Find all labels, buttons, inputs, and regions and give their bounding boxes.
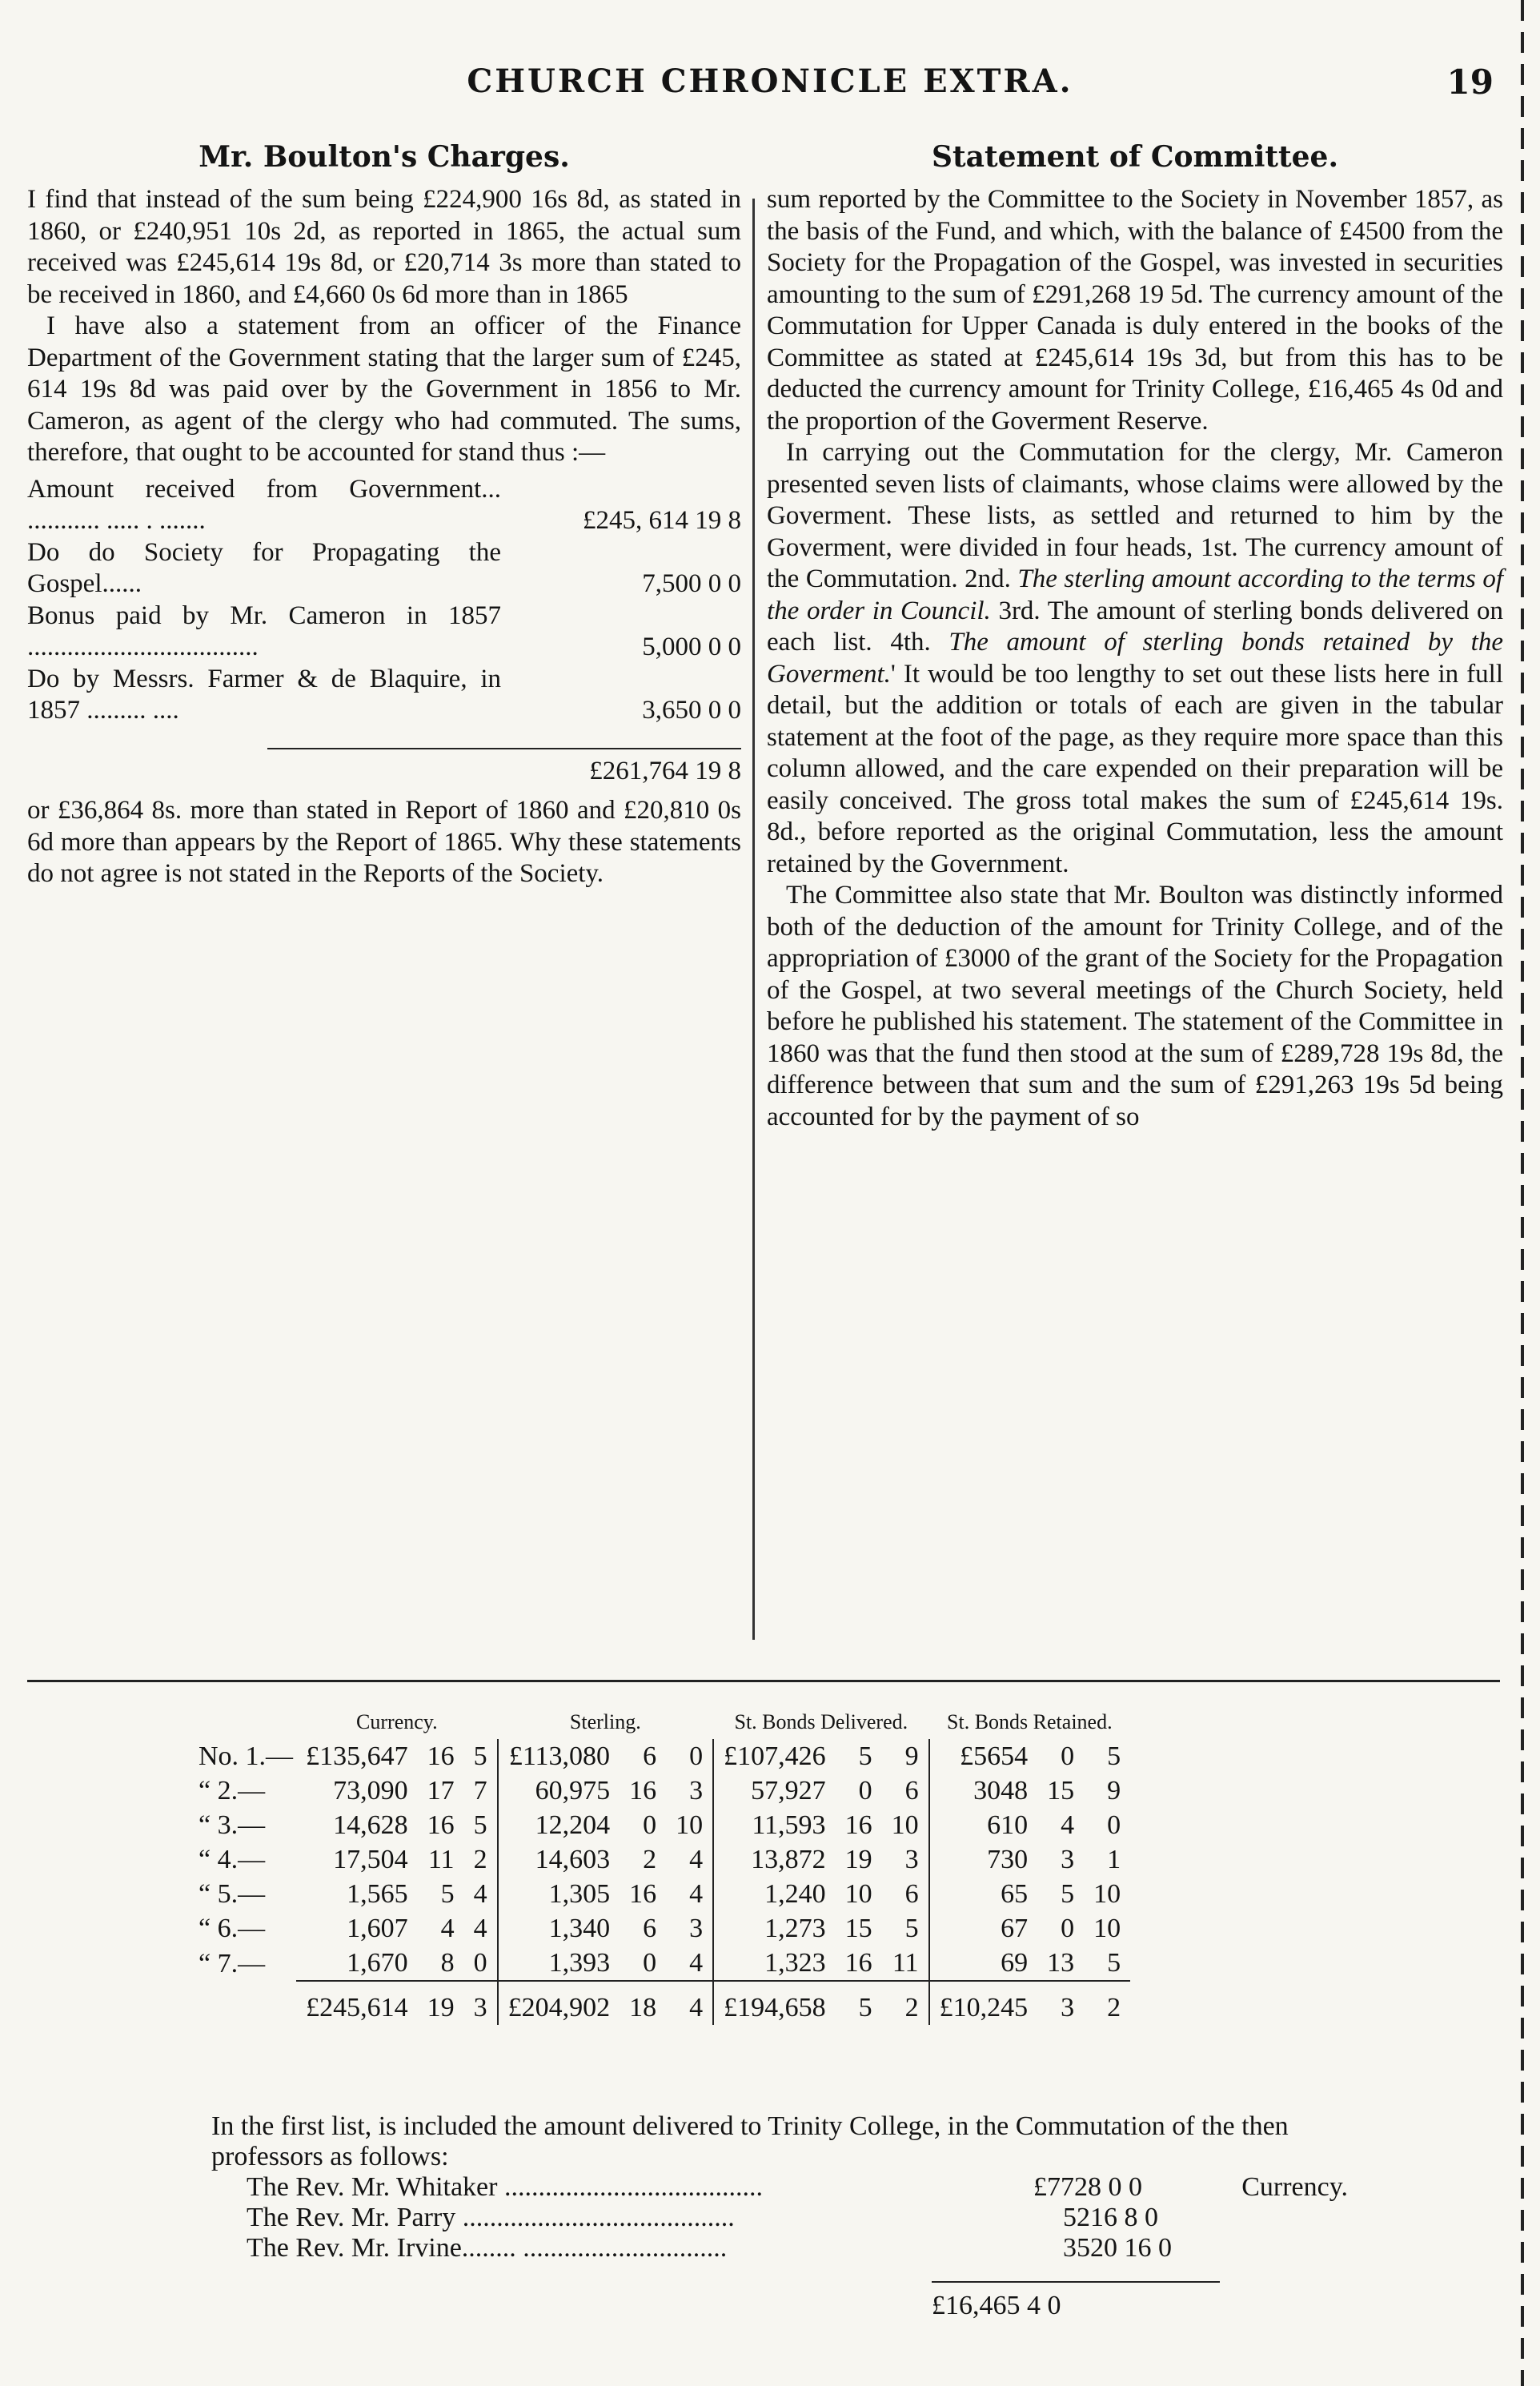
currency-cell: 11 — [427, 1845, 455, 1874]
bonds-delivered-cell: 15 — [844, 1914, 872, 1943]
table-header-row — [189, 1710, 1130, 1739]
bonds-delivered-cell: 11 — [882, 1946, 929, 1981]
bonds-retained-total-cell: 3 — [1037, 1981, 1084, 2025]
professor-amount: 5216 8 0 — [1063, 2203, 1158, 2232]
left-heading: Mr. Boulton's Charges. — [199, 140, 570, 174]
running-title: CHURCH CHRONICLE EXTRA. — [467, 62, 1073, 100]
right-paragraph-2-part-e: ' It would be too lengthy to set out these lists here in full detail, but the addition or totals of each are given in the tabular statement at the foot of the page, as they require more space than this column allowed, and the care expended on their preparation will be easily conceived. The gross total makes the sum of £245,614 19s. 8d., before reported as the original Commutation, less the amount retained by the Government. — [767, 659, 1503, 878]
currency-total-cell: £245,614 — [296, 1981, 418, 2025]
professor-amount: 3520 16 0 — [1063, 2233, 1172, 2263]
currency-cell: 4 — [440, 1914, 455, 1943]
row-label: “ 3.— — [199, 1810, 266, 1840]
ledger-amount: 5,000 0 0 — [642, 633, 741, 661]
ledger-row — [27, 601, 741, 664]
bonds-delivered-cell: 1,240 — [764, 1879, 826, 1909]
sterling-cell: 4 — [666, 1946, 713, 1981]
sterling-cell: 1,340 — [548, 1914, 611, 1943]
right-paragraph-2-part-a: In carrying out the Commutation for the clergy, Mr. Cameron presented seven lists of claimants, whose claims were allowed by the Goverment. These lists, as settled and returned to him by the Goverment, were divided in four heads, 1st. The currency amount of the Commutation. 2nd. — [767, 438, 1503, 593]
sterling-cell: 0 — [643, 1810, 657, 1840]
right-paragraph-2-part-b: The sterling amount according to the terms of the order in Council. — [767, 564, 1503, 625]
sterling-total-cell: 18 — [620, 1981, 666, 2025]
header-bonds-retained: St. Bonds Retained. — [947, 1710, 1113, 1733]
sterling-cell: 0 — [643, 1948, 657, 1978]
ledger-amount: £245, 614 19 8 — [583, 506, 741, 535]
currency-cell: 0 — [464, 1946, 498, 1981]
bonds-delivered-cell: 13,872 — [751, 1845, 826, 1874]
sterling-cell: 6 — [643, 1741, 657, 1771]
right-paragraph-2-part-d: The amount of sterling bonds retained by the Goverment. — [767, 628, 1503, 689]
accounts-ledger — [27, 474, 741, 788]
sterling-cell: 3 — [666, 1911, 713, 1946]
row-label: “ 7.— — [199, 1948, 266, 1978]
ledger-row — [27, 474, 741, 537]
total-spacer — [189, 1981, 296, 2025]
row-label: “ 2.— — [199, 1776, 266, 1806]
currency-cell: 4 — [464, 1877, 498, 1911]
bonds-retained-cell: 67 — [1001, 1914, 1029, 1943]
currency-cell: 17,504 — [333, 1845, 408, 1874]
currency-cell: 5 — [440, 1879, 455, 1909]
sterling-cell: 1,393 — [548, 1948, 611, 1978]
table-row — [189, 1877, 1130, 1911]
note-intro: In the first list, is included the amount delivered to Trinity College, in the Commutation of the then professors as follows: — [211, 2111, 1289, 2171]
sterling-cell: 0 — [666, 1739, 713, 1773]
sterling-total-cell: £204,902 — [498, 1981, 620, 2025]
bonds-delivered-cell: 5 — [858, 1741, 872, 1771]
header-currency: Currency. — [356, 1710, 438, 1733]
professor-name: The Rev. Mr. Parry ........................................ — [247, 2203, 735, 2232]
row-label: “ 6.— — [199, 1914, 266, 1943]
table-body — [189, 1739, 1130, 2025]
bonds-retained-cell: 65 — [1001, 1879, 1029, 1909]
bonds-retained-cell: 5 — [1061, 1879, 1075, 1909]
bonds-retained-cell: 1 — [1107, 1845, 1121, 1874]
bonds-retained-cell: 10 — [1093, 1879, 1121, 1909]
bonds-delivered-total-cell: 2 — [882, 1981, 929, 2025]
ledger-amount: 3,650 0 0 — [642, 696, 741, 725]
left-paragraph-3: or £36,864 8s. more than stated in Report of 1860 and £20,810 0s 6d more than appears by the Report of 1865. Why these statements do not agree is not stated in the Reports of the Society. — [27, 796, 741, 888]
column-divider — [752, 199, 755, 1640]
commutation-table-grid — [189, 1710, 1130, 2025]
header-spacer — [189, 1710, 296, 1739]
row-label: “ 5.— — [199, 1879, 266, 1909]
bonds-delivered-cell: 6 — [882, 1877, 929, 1911]
left-paragraph-1: I find that instead of the sum being £224,900 16s 8d, as stated in 1860, or £240,951 10s 2d, as reported in 1865, the actual sum received was £245,614 19s 8d, or £20,714 3s more than stated to be received in 1860, and £4,660 0s 6d more than in 1865 — [27, 185, 741, 309]
currency-total-cell: 3 — [464, 1981, 498, 2025]
currency-cell: 7 — [464, 1773, 498, 1808]
bonds-retained-cell: 610 — [987, 1810, 1029, 1840]
row-label: No. 1.— — [199, 1741, 294, 1771]
table-total-row — [189, 1981, 1130, 2025]
ledger-label: Amount received from Government... ........... ..... . ....... — [27, 474, 501, 535]
bonds-delivered-cell: 57,927 — [751, 1776, 826, 1806]
sterling-cell: 10 — [666, 1808, 713, 1842]
currency-cell: £135,647 — [306, 1741, 408, 1771]
currency-cell: 14,628 — [333, 1810, 408, 1840]
sterling-cell: 2 — [643, 1845, 657, 1874]
bonds-retained-cell: £5654 — [960, 1741, 1029, 1771]
bonds-retained-cell: 9 — [1107, 1776, 1121, 1806]
professor-row — [247, 2172, 1348, 2203]
professor-name: The Rev. Mr. Whitaker ...................................... — [247, 2172, 763, 2202]
sterling-cell: 4 — [666, 1842, 713, 1877]
bonds-retained-total-cell: £10,245 — [929, 1981, 1038, 2025]
bonds-delivered-cell: 3 — [882, 1842, 929, 1877]
bonds-delivered-cell: £107,426 — [724, 1741, 826, 1771]
currency-cell: 1,565 — [347, 1879, 408, 1909]
bonds-retained-cell: 3 — [1061, 1845, 1075, 1874]
bonds-retained-cell: 730 — [987, 1845, 1029, 1874]
currency-cell: 4 — [464, 1911, 498, 1946]
bonds-retained-cell: 5 — [1107, 1741, 1121, 1771]
currency-cell: 73,090 — [333, 1776, 408, 1806]
bonds-retained-total-cell: 2 — [1084, 1981, 1130, 2025]
right-heading: Statement of Committee. — [932, 140, 1338, 174]
professor-row — [247, 2233, 1348, 2263]
table-row — [189, 1739, 1130, 1773]
currency-cell: 17 — [427, 1776, 455, 1806]
ledger-row — [27, 537, 741, 601]
bonds-delivered-cell: 11,593 — [752, 1810, 826, 1840]
bonds-retained-cell: 15 — [1047, 1776, 1075, 1806]
currency-cell: 2 — [464, 1842, 498, 1877]
ledger-total: £261,764 19 8 — [267, 748, 741, 788]
bonds-retained-cell: 0 — [1061, 1741, 1075, 1771]
bonds-delivered-cell: 10 — [882, 1808, 929, 1842]
bonds-delivered-cell: 9 — [882, 1739, 929, 1773]
sterling-cell: 14,603 — [535, 1845, 611, 1874]
table-row — [189, 1911, 1130, 1946]
sterling-cell: 16 — [629, 1776, 657, 1806]
bonds-delivered-total-cell: 5 — [836, 1981, 882, 2025]
bonds-retained-cell: 4 — [1061, 1810, 1075, 1840]
bonds-retained-cell: 69 — [1001, 1948, 1029, 1978]
currency-cell: 1,607 — [347, 1914, 408, 1943]
sterling-cell: 1,305 — [548, 1879, 611, 1909]
left-column — [27, 136, 741, 890]
bonds-delivered-cell: 16 — [844, 1810, 872, 1840]
bonds-delivered-cell: 16 — [844, 1948, 872, 1978]
bonds-retained-cell: 5 — [1107, 1948, 1121, 1978]
currency-cell: 1,670 — [347, 1948, 408, 1978]
sterling-cell: 4 — [666, 1877, 713, 1911]
bonds-delivered-cell: 5 — [882, 1911, 929, 1946]
header-sterling: Sterling. — [569, 1710, 641, 1733]
sterling-cell: 12,204 — [535, 1810, 611, 1840]
sterling-cell: 16 — [629, 1879, 657, 1909]
currency-cell: 16 — [427, 1741, 455, 1771]
currency-cell: 5 — [464, 1739, 498, 1773]
bonds-delivered-cell: 10 — [844, 1879, 872, 1909]
sterling-total-cell: 4 — [666, 1981, 713, 2025]
sterling-cell: £113,080 — [508, 1741, 611, 1771]
bonds-delivered-cell: 1,323 — [764, 1948, 826, 1978]
bonds-retained-cell: 0 — [1061, 1914, 1075, 1943]
currency-cell: 5 — [464, 1808, 498, 1842]
bonds-retained-cell: 10 — [1093, 1914, 1121, 1943]
currency-total-cell: 19 — [418, 1981, 464, 2025]
commutation-table — [189, 1710, 1350, 2025]
bonds-delivered-cell: 0 — [858, 1776, 872, 1806]
table-row — [189, 1808, 1130, 1842]
table-row — [189, 1773, 1130, 1808]
bonds-delivered-cell: 1,273 — [764, 1914, 826, 1943]
page-number: 19 — [1446, 62, 1494, 102]
right-paragraph-2 — [767, 437, 1503, 880]
bonds-delivered-cell: 19 — [844, 1845, 872, 1874]
table-row — [189, 1842, 1130, 1877]
right-column — [767, 136, 1503, 1133]
header-bonds-delivered: St. Bonds Delivered. — [734, 1710, 908, 1733]
professor-name: The Rev. Mr. Irvine........ .............................. — [247, 2233, 728, 2263]
currency-cell: 16 — [427, 1810, 455, 1840]
professor-amount: £7728 0 0 — [1033, 2172, 1142, 2202]
row-label: “ 4.— — [199, 1845, 266, 1874]
bonds-delivered-total-cell: £194,658 — [713, 1981, 836, 2025]
ledger-label: Do by Messrs. Farmer & de Blaquire, in 1857 ......... .... — [27, 664, 501, 725]
professor-note: Currency. — [1241, 2172, 1348, 2202]
sterling-cell: 3 — [666, 1773, 713, 1808]
right-paragraph-1: sum reported by the Committee to the Society in November 1857, as the basis of the Fund, and which, with the balance of £4500 from the Society for the Propagation of the Gospel, was invested in securities amounting to the sum of £291,268 19 5d. The currency amount of the Commutation for Upper Canada is duly entered in the books of the Committee as stated at £245,614 19s 3d, but from this has to be deducted the currency amount for Trinity College, £16,465 4s 0d and the proportion of the Goverment Reserve. — [767, 185, 1503, 436]
professor-row — [247, 2203, 1348, 2233]
trinity-note — [211, 2111, 1348, 2321]
right-paragraph-2-part-c: 3rd. The amount of sterling bonds delivered on each list. 4th. — [767, 596, 1504, 657]
sterling-cell: 6 — [643, 1914, 657, 1943]
bonds-retained-cell: 13 — [1047, 1948, 1075, 1978]
table-top-rule — [27, 1680, 1500, 1682]
bonds-retained-cell: 3048 — [973, 1776, 1029, 1806]
right-paragraph-3: The Committee also state that Mr. Boulton was distinctly informed both of the deduction of the amount for Trinity College, and of the appropriation of £3000 of the grant of the Society for the Propagation of the Gospel, at two several meetings of the Church Society, held before he published his statement. The statement of the Committee in 1860 was that the fund then stood at the sum of £289,728 19s 8d, the difference between that sum and the sum of £291,263 19s 5d being accounted for by the payment of so — [767, 881, 1503, 1131]
bonds-retained-cell: 0 — [1107, 1810, 1121, 1840]
ledger-label: Bonus paid by Mr. Cameron in 1857 ................................... — [27, 601, 501, 661]
ledger-label: Do do Society for Propagating the Gospel...... — [27, 537, 501, 598]
page-edge-rule — [1521, 0, 1524, 2386]
professors-total: £16,465 4 0 — [932, 2281, 1220, 2321]
ledger-row — [27, 664, 741, 727]
bonds-delivered-cell: 6 — [882, 1773, 929, 1808]
table-row — [189, 1946, 1130, 1981]
ledger-amount: 7,500 0 0 — [642, 569, 741, 598]
left-paragraph-2: I have also a statement from an officer of the Finance Department of the Government stating that the larger sum of £245, 614 19s 8d was paid over by the Government in 1856 to Mr. Cameron, as agent of the clergy who had commuted. The sums, therefore, that ought to be accounted for stand thus :— — [27, 311, 741, 467]
sterling-cell: 60,975 — [535, 1776, 611, 1806]
currency-cell: 8 — [440, 1948, 455, 1978]
